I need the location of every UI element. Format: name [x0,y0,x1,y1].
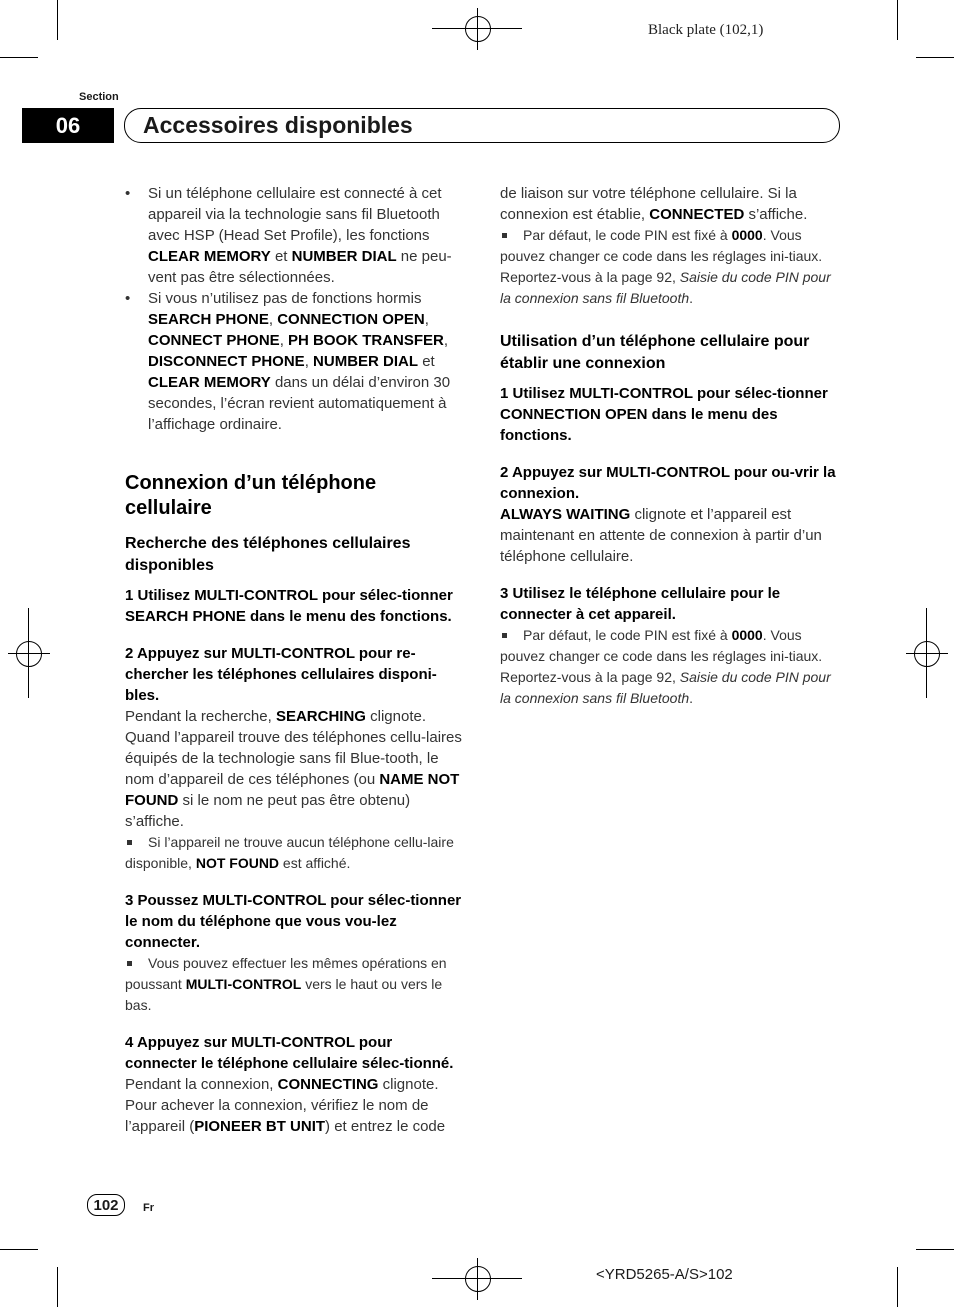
section-title: Accessoires disponibles [143,112,413,138]
step-4-text: Pendant la connexion, CONNECTING clignote. Pour achever la connexion, vérifiez le nom de l’appareil (PIONEER BT UNIT) et entrez le code [125,1076,446,1135]
registration-line [906,653,948,654]
square-bullet-icon [127,961,132,966]
left-column [125,183,467,1137]
crop-mark [897,0,898,40]
note: Si l’appareil ne trouve aucun téléphone cellu-laire disponible, NOT FOUND est affiché. [125,834,454,871]
note: Par défaut, le code PIN est fixé à 0000. Vous pouvez changer ce code dans les réglages ini-tiaux. Reportez-vous à la page 92, Saisie du code PIN pour la connexion sans fil Bluetooth. [500,627,831,706]
registration-target-icon [465,16,491,42]
language-code: Fr [143,1202,154,1214]
plate-label: Black plate (102,1) [648,22,764,38]
registration-target-icon [16,641,42,667]
step-2: 2 Appuyez sur MULTI-CONTROL pour re-chercher les téléphones cellulaires disponi-bles. [125,645,437,704]
crop-mark [0,1249,38,1250]
heading-connection: Connexion d’un téléphone cellulaire [125,472,377,519]
crop-mark [57,1267,58,1307]
crop-mark [916,1249,954,1250]
square-bullet-icon [502,633,507,638]
note: Par défaut, le code PIN est fixé à 0000. Vous pouvez changer ce code dans les réglages ini-tiaux. Reportez-vous à la page 92, Saisie du code PIN pour la connexion sans fil Bluetooth. [500,227,831,306]
note: Vous pouvez effectuer les mêmes opérations en poussant MULTI-CONTROL vers le haut ou vers le bas. [125,955,447,1013]
registration-line [926,608,927,698]
registration-line [477,8,478,50]
step-3: 3 Poussez MULTI-CONTROL pour sélec-tionner le nom du téléphone que vous vou-lez connecter. [125,892,462,951]
continued-text: de liaison sur votre téléphone cellulaire. Si la connexion est établie, CONNECTED s’affiche. [500,185,808,223]
subheading-search: Recherche des téléphones cellulaires disponibles [125,535,411,574]
registration-line [477,1258,478,1300]
crop-mark [0,57,38,58]
step-2-text: ALWAYS WAITING clignote et l’appareil est maintenant en attente de connexion à partir d’un téléphone cellulaire. [500,506,822,565]
square-bullet-icon [127,840,132,845]
section-number: 06 [22,108,114,143]
subheading-use-phone: Utilisation d’un téléphone cellulaire pour établir une connexion [500,333,810,372]
step-4: 4 Appuyez sur MULTI-CONTROL pour connecter le téléphone cellulaire sélec-tionné. [125,1034,454,1072]
registration-target-icon [465,1266,491,1292]
page-number: 102 [87,1194,125,1216]
bullet-item: • Si un téléphone cellulaire est connecté à cet appareil via la technologie sans fil Bluetooth avec HSP (Head Set Profile), les fonctions CLEAR MEMORY et NUMBER DIAL ne peu-vent pas être sélectionnées. [125,183,467,288]
section-label: Section [79,91,119,103]
step-2: 2 Appuyez sur MULTI-CONTROL pour ou-vrir la connexion. [500,464,836,502]
step-1: 1 Utilisez MULTI-CONTROL pour sélec-tionner SEARCH PHONE dans le menu des fonctions. [125,587,453,625]
step-1: 1 Utilisez MULTI-CONTROL pour sélec-tionner CONNECTION OPEN dans le menu des fonctions. [500,385,828,444]
registration-line [28,608,29,698]
crop-mark [57,0,58,40]
step-2-text: Pendant la recherche, SEARCHING clignote. Quand l’appareil trouve des téléphones cellu-laires équipés de la technologie sans fil Blue-tooth, le nom d’appareil de ces téléphones (ou NAME NOT FOUND si le nom ne peut pas être obtenu) s’affiche. [125,708,462,830]
registration-target-icon [914,641,940,667]
registration-line [8,653,50,654]
square-bullet-icon [502,233,507,238]
bullet-item: • Si vous n’utilisez pas de fonctions hormis SEARCH PHONE, CONNECTION OPEN, CONNECT PHONE, PH BOOK TRANSFER, DISCONNECT PHONE, NUMBER DIAL et CLEAR MEMORY dans un délai d’environ 30 secondes, l’écran revient automatiquement à l’affichage ordinaire. [125,288,467,435]
crop-mark [897,1267,898,1307]
step-3: 3 Utilisez le téléphone cellulaire pour le connecter à cet appareil. [500,585,781,623]
crop-mark [916,57,954,58]
document-code: <YRD5265-A/S>102 [596,1266,733,1283]
section-title-bar [124,108,840,143]
right-column [500,183,836,709]
